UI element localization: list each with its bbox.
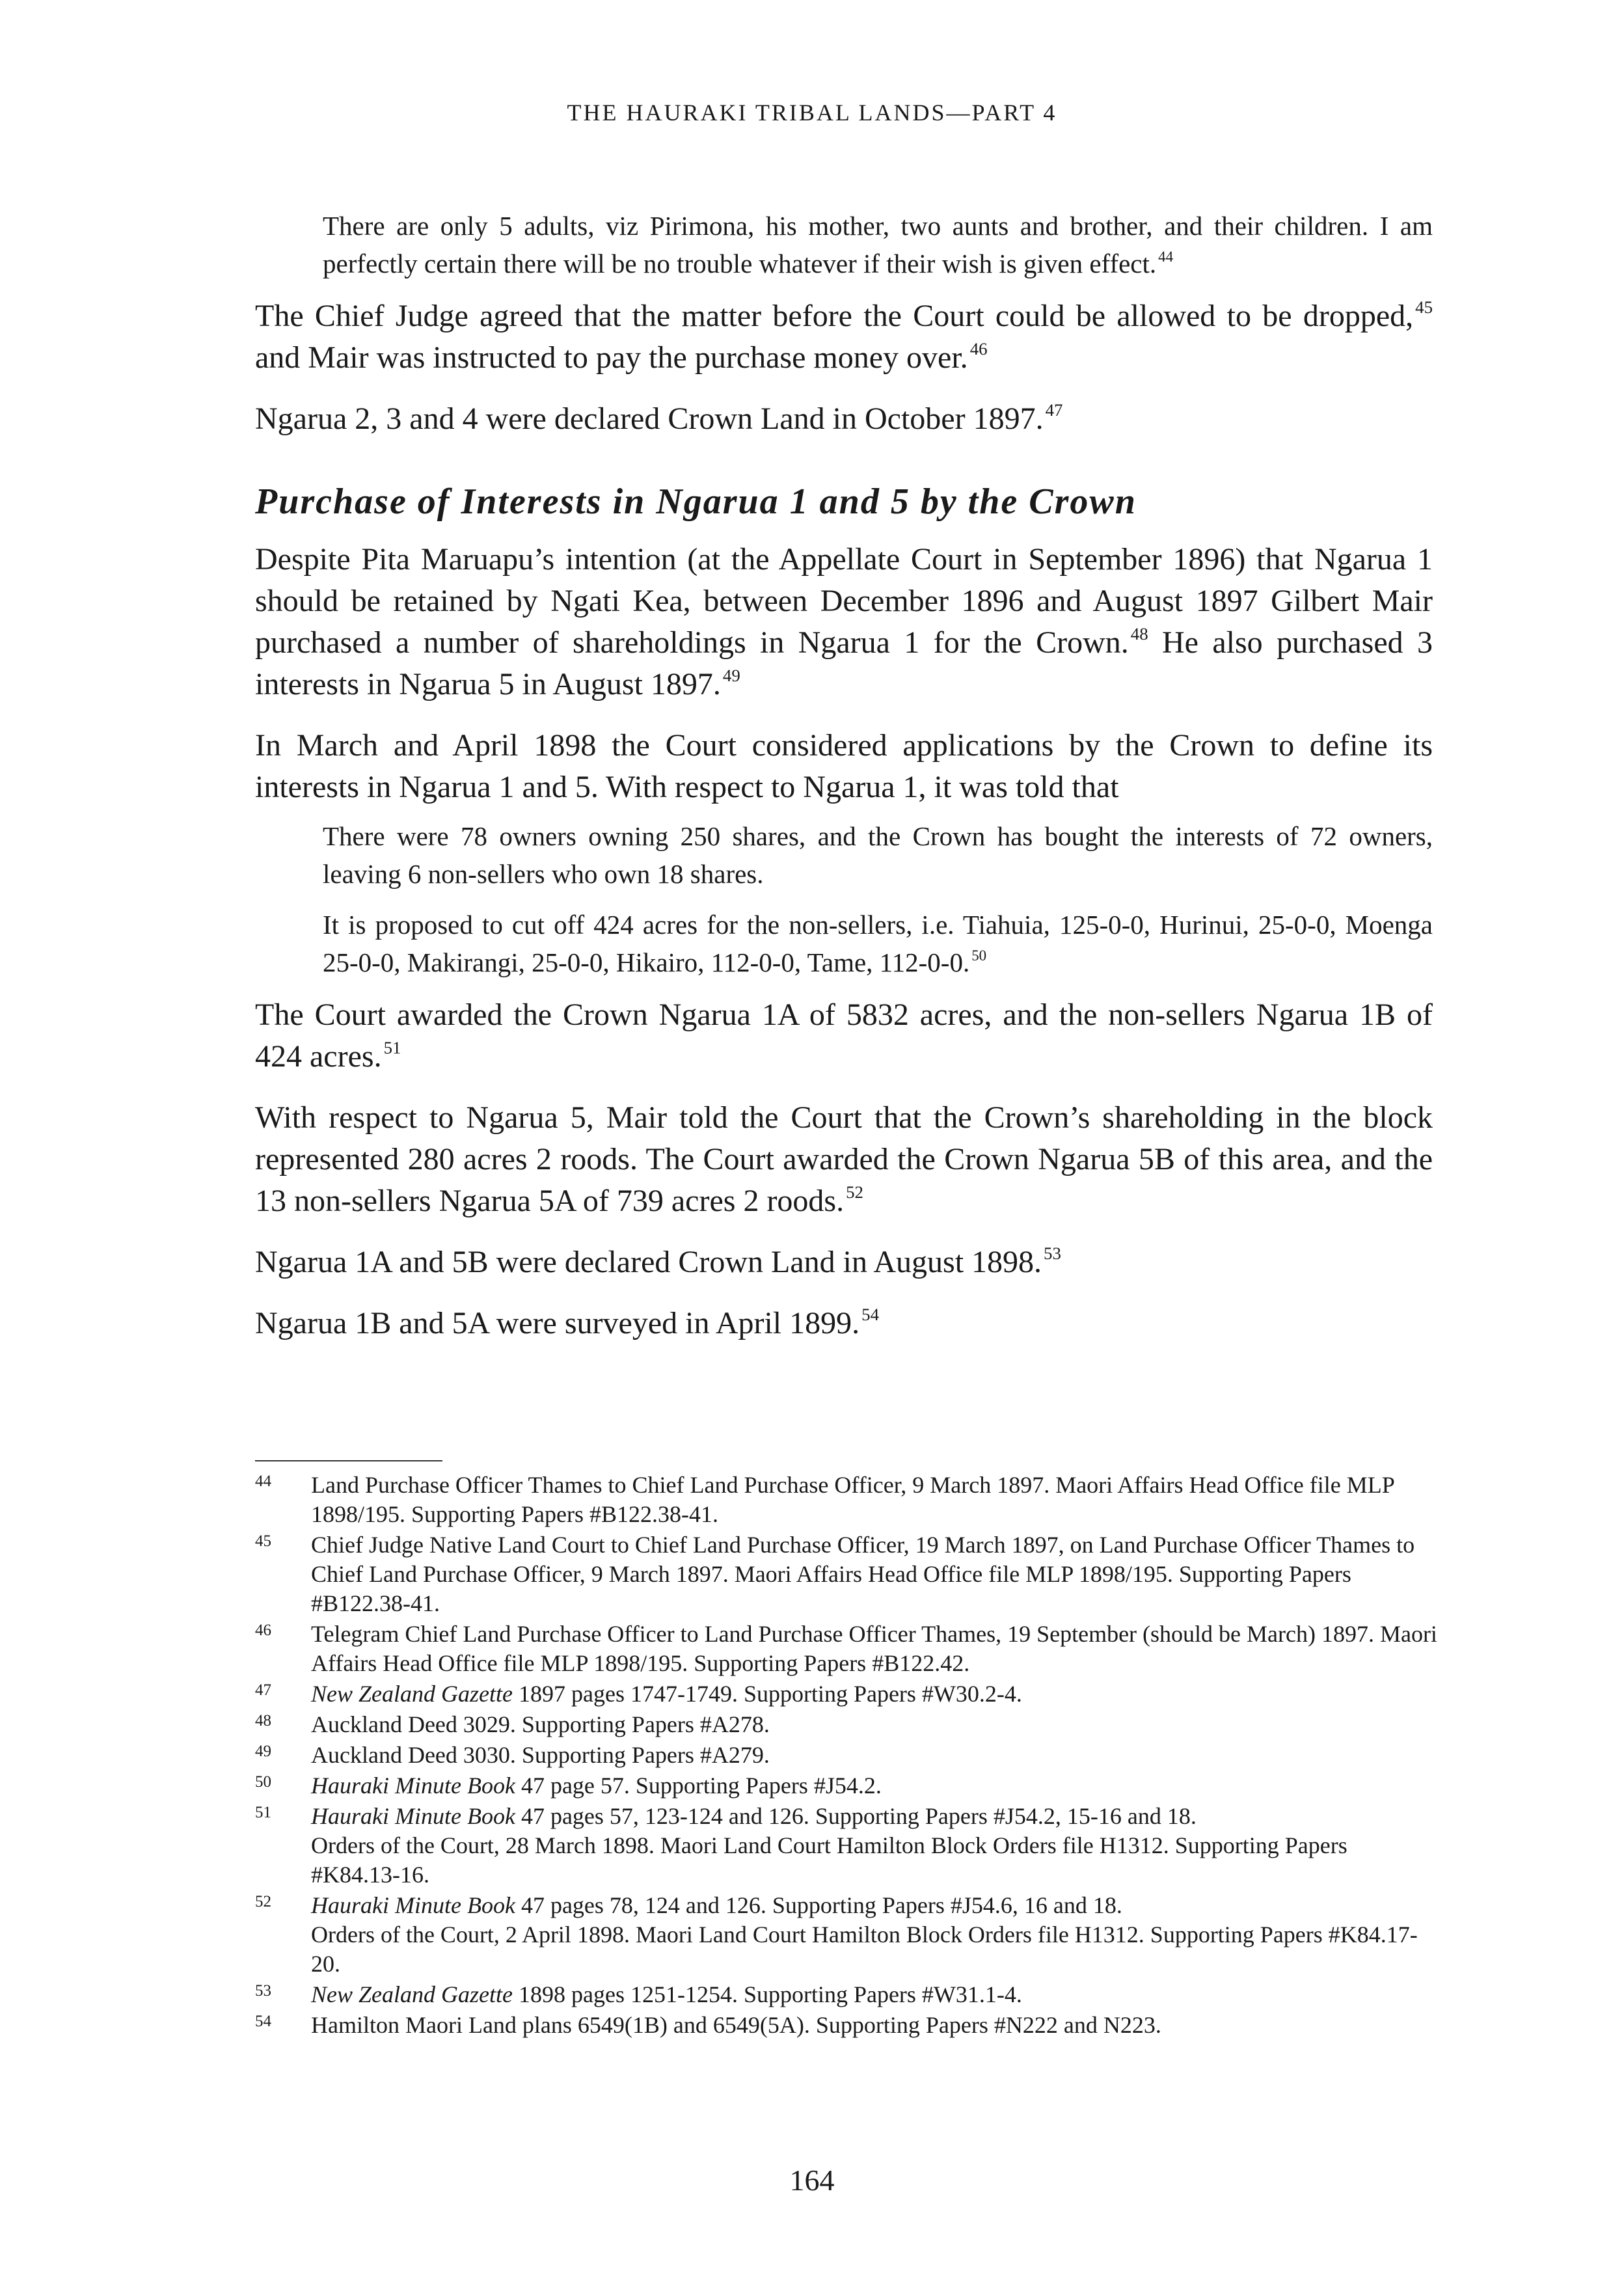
footnote-number: 54	[255, 2013, 271, 2030]
text-run: Auckland Deed 3029. Supporting Papers #A278.	[311, 1711, 770, 1737]
text-run: Ngarua 1B and 5A were surveyed in April 1899.	[255, 1306, 860, 1340]
body-paragraph	[255, 994, 1433, 1078]
footnote-line	[311, 1620, 1439, 1678]
text-run: The Court awarded the Crown Ngarua 1A of 5832 acres, and the non-sellers Ngarua 1B of 424 acres.	[255, 998, 1433, 1074]
footnote-line	[311, 1741, 1439, 1770]
footnote-line	[311, 1920, 1439, 1979]
footnote	[255, 1471, 1439, 1529]
text-run: There are only 5 adults, viz Pirimona, his mother, two aunts and brother, and their children. I am perfectly certain there will be no trouble whatever if their wish is given effect.	[323, 211, 1433, 278]
block-quote	[323, 207, 1433, 282]
text-run: 47 page 57. Supporting Papers #J54.2.	[515, 1773, 882, 1799]
footnote-line	[311, 1980, 1439, 2009]
footnote	[255, 1710, 1439, 1739]
text-run: 47 pages 57, 123-124 and 126. Supporting Papers #J54.2, 15-16 and 18.	[515, 1803, 1197, 1829]
footnote	[255, 1802, 1439, 1890]
footnote-ref: 53	[1044, 1243, 1061, 1263]
footnote-line	[311, 1471, 1439, 1529]
running-head: THE HAURAKI TRIBAL LANDS—PART 4	[567, 100, 1057, 126]
text-run: The Chief Judge agreed that the matter before the Court could be allowed to be dropped,	[255, 299, 1414, 333]
footnote-text	[311, 1891, 1439, 1979]
footnote-text	[311, 1771, 1439, 1800]
footnote-ref: 51	[383, 1037, 401, 1057]
footnote-line	[311, 1831, 1439, 1890]
italic-text: Hauraki Minute Book	[311, 1773, 515, 1799]
text-run: Telegram Chief Land Purchase Officer to Land Purchase Officer Thames, 19 September (should be March) 1897. Maori Affairs Head Office file MLP 1898/195. Supporting Papers #B122.42.	[311, 1621, 1437, 1676]
footnote-text	[311, 1679, 1439, 1709]
italic-text: Hauraki Minute Book	[311, 1892, 515, 1918]
footnote	[255, 1679, 1439, 1709]
footnote-number: 49	[255, 1743, 271, 1760]
footnote-number: 44	[255, 1473, 271, 1490]
text-run: Orders of the Court, 2 April 1898. Maori Land Court Hamilton Block Orders file H1312. Supporting Papers #K84.17-20.	[311, 1922, 1418, 1977]
footnote-ref: 52	[846, 1182, 863, 1202]
block-quote	[323, 906, 1433, 981]
footnote-text	[311, 2011, 1439, 2040]
footnote-line	[311, 2011, 1439, 2040]
footnote-ref: 45	[1415, 297, 1433, 317]
footnote	[255, 1980, 1439, 2009]
page-number: 164	[789, 2164, 835, 2197]
footnote-ref: 44	[1158, 248, 1174, 265]
text-run: With respect to Ngarua 5, Mair told the Court that the Crown’s shareholding in the block represented 280 acres 2 roods. The Court awarded the Crown Ngarua 5B of this area, and the 13 non-sellers Ngarua 5A of 739 acres 2 roods.	[255, 1100, 1433, 1218]
footnote	[255, 1620, 1439, 1678]
footnote-line	[311, 1891, 1439, 1920]
text-run: There were 78 owners owning 250 shares, and the Crown has bought the interests of 72 owners, leaving 6 non-sellers who own 18 shares.	[323, 821, 1433, 889]
footnote-number: 47	[255, 1681, 271, 1699]
text-run: It is proposed to cut off 424 acres for the non-sellers, i.e. Tiahuia, 125-0-0, Hurinui, 25-0-0, Moenga 25-0-0, Makirangi, 25-0-0, Hikairo, 112-0-0, Tame, 112-0-0.	[323, 910, 1433, 977]
italic-text: New Zealand Gazette	[311, 1681, 513, 1707]
body-paragraph	[255, 1097, 1433, 1222]
footnote	[255, 1530, 1439, 1618]
footnote-text	[311, 1620, 1439, 1678]
body-paragraph	[255, 725, 1433, 808]
footnote-ref: 49	[722, 665, 740, 685]
text-run: Ngarua 2, 3 and 4 were declared Crown Land in October 1897.	[255, 401, 1044, 436]
footnote-line	[311, 1771, 1439, 1800]
body-text	[255, 207, 1433, 1364]
footnote-ref: 46	[969, 338, 988, 359]
footnote	[255, 1771, 1439, 1800]
footnotes	[255, 1471, 1439, 2041]
footnote-number: 53	[255, 1982, 271, 2000]
footnote-text	[311, 1980, 1439, 2009]
footnote-ref: 54	[861, 1304, 880, 1324]
footnote-text	[311, 1530, 1439, 1618]
footnote-ref: 50	[971, 947, 987, 964]
footnote-number: 52	[255, 1893, 271, 1910]
body-paragraph	[255, 539, 1433, 705]
italic-text: Hauraki Minute Book	[311, 1803, 515, 1829]
footnote-number: 51	[255, 1804, 271, 1821]
text-run: Purchase of Interests in Ngarua 1 and 5 by the Crown	[255, 482, 1137, 522]
text-run: Orders of the Court, 28 March 1898. Maori Land Court Hamilton Block Orders file H1312. Supporting Papers #K84.13-16.	[311, 1832, 1347, 1888]
footnote-text	[311, 1802, 1439, 1890]
footnote	[255, 2011, 1439, 2040]
footnote-line	[311, 1802, 1439, 1831]
footnote	[255, 1891, 1439, 1979]
body-paragraph	[255, 398, 1433, 440]
text-run: and Mair was instructed to pay the purchase money over.	[255, 340, 968, 375]
footnote-ref: 48	[1130, 623, 1148, 644]
text-run: 1898 pages 1251-1254. Supporting Papers #W31.1-4.	[512, 1981, 1022, 2007]
footnote-number: 46	[255, 1622, 271, 1639]
footnote-number: 48	[255, 1712, 271, 1730]
text-run: 47 pages 78, 124 and 126. Supporting Papers #J54.6, 16 and 18.	[515, 1892, 1122, 1918]
footnote-text	[311, 1471, 1439, 1529]
text-run: Land Purchase Officer Thames to Chief Land Purchase Officer, 9 March 1897. Maori Affairs Head Office file MLP 1898/195. Supporting Papers #B122.38-41.	[311, 1472, 1394, 1527]
footnote-divider	[255, 1460, 442, 1461]
footnote-line	[311, 1530, 1439, 1618]
text-run: Hamilton Maori Land plans 6549(1B) and 6549(5A). Supporting Papers #N222 and N223.	[311, 2012, 1161, 2038]
block-quote	[323, 817, 1433, 893]
text-run: He also purchased 3 interests in Ngarua 5 in August 1897.	[255, 625, 1433, 701]
italic-text: New Zealand Gazette	[311, 1981, 513, 2007]
text-run: Ngarua 1A and 5B were declared Crown Land in August 1898.	[255, 1245, 1042, 1279]
footnote-text	[311, 1710, 1439, 1739]
footnote-line	[311, 1710, 1439, 1739]
footnote-ref: 47	[1045, 400, 1063, 420]
body-paragraph	[255, 1303, 1433, 1344]
body-paragraph	[255, 295, 1433, 379]
text-run: In March and April 1898 the Court considered applications by the Crown to define its interests in Ngarua 1 and 5. With respect to Ngarua 1, it was told that	[255, 728, 1433, 804]
footnote-number: 50	[255, 1773, 271, 1791]
footnote-number: 45	[255, 1532, 271, 1550]
footnote-line	[311, 1679, 1439, 1709]
text-run: Chief Judge Native Land Court to Chief Land Purchase Officer, 19 March 1897, on Land Purchase Officer Thames to Chief Land Purchase Officer, 9 March 1897. Maori Affairs Head Office file MLP 1898/195. Supporting Papers #B122.38-41.	[311, 1532, 1415, 1616]
text-run: Despite Pita Maruapu’s intention (at the Appellate Court in September 1896) that Ngarua 1 should be retained by Ngati Kea, between December 1896 and August 1897 Gilbert Mair purchased a number of shareholdings in Ngarua 1 for the Crown.	[255, 542, 1433, 660]
footnote-text	[311, 1741, 1439, 1770]
text-run: Auckland Deed 3030. Supporting Papers #A279.	[311, 1742, 770, 1768]
body-paragraph	[255, 1242, 1433, 1283]
footnote	[255, 1741, 1439, 1770]
text-run: 1897 pages 1747-1749. Supporting Papers #W30.2-4.	[512, 1681, 1022, 1707]
section-heading	[255, 479, 1433, 524]
